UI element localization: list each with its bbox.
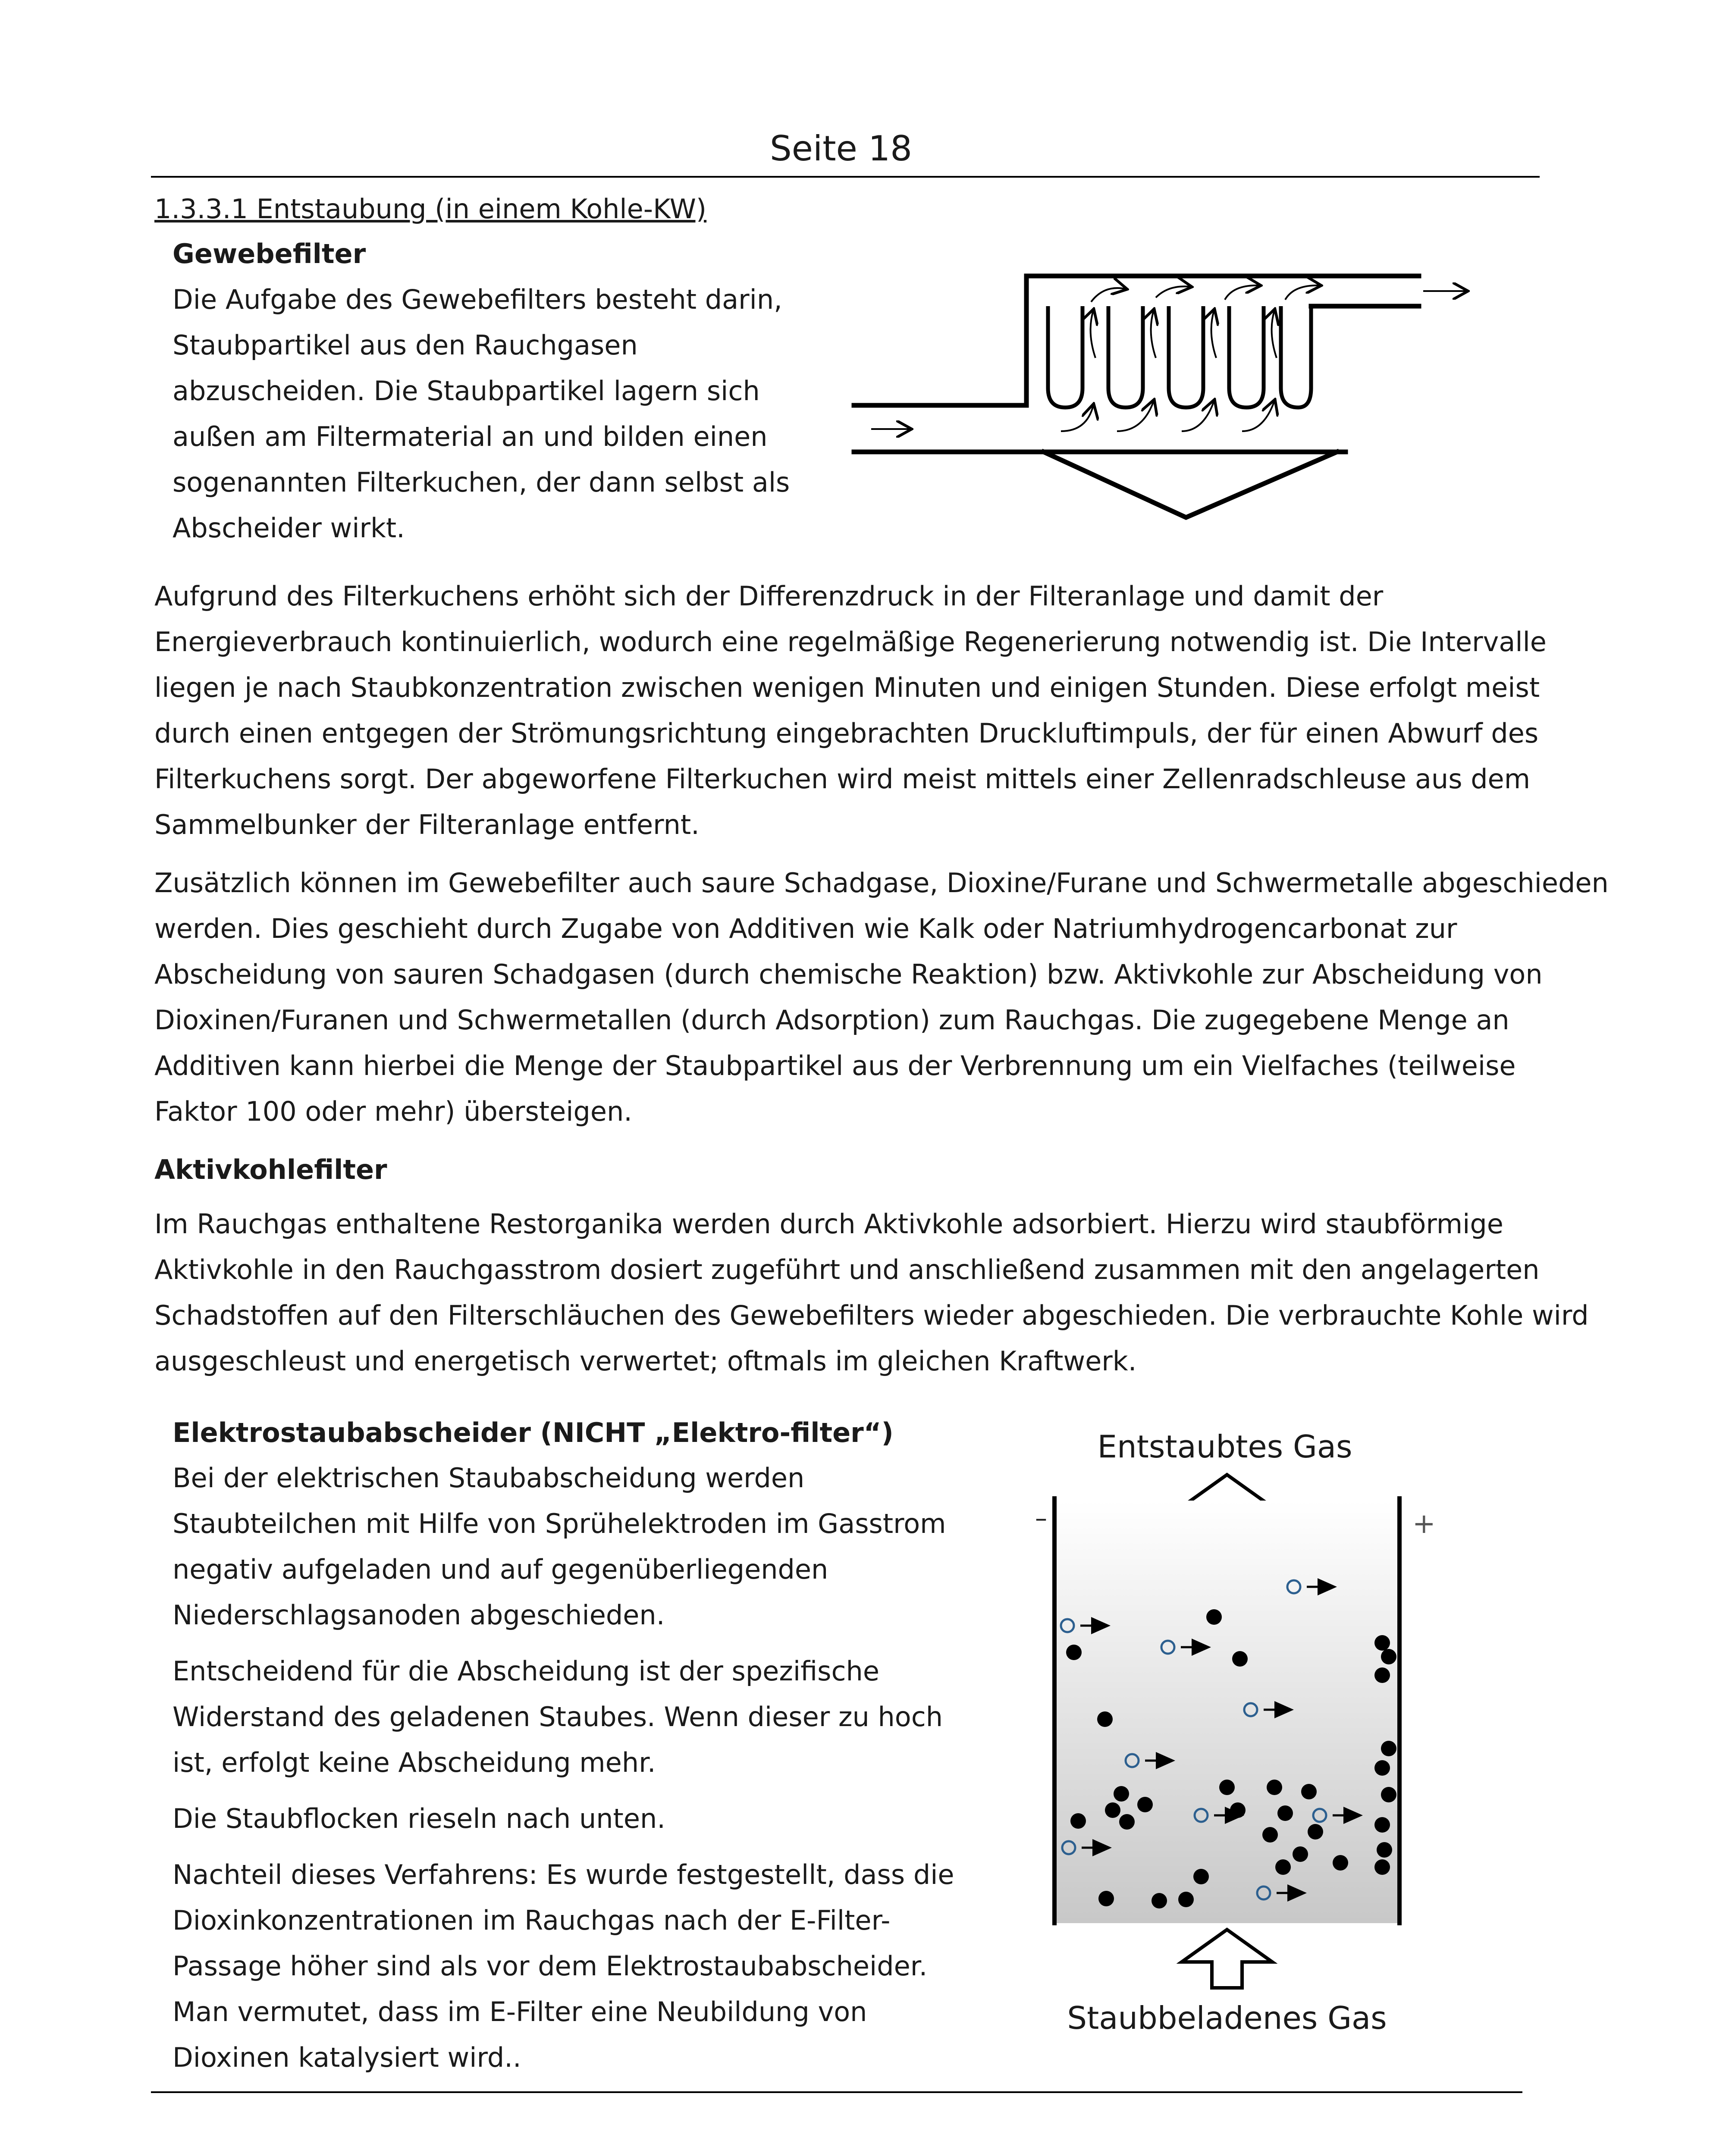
text-line: Schadstoffen auf den Filterschläuchen des Gewebefilters wieder abgeschieden. Die verbrauchte Kohle wird <box>154 1300 1589 1331</box>
text-line: Passage höher sind als vor dem Elektrostaubabscheider. <box>173 1950 928 1982</box>
page-header: Seite 18 <box>769 128 913 169</box>
elektro-diagram <box>992 1414 1466 2044</box>
text-line: Zusätzlich können im Gewebefilter auch saure Schadgase, Dioxine/Furane und Schwermetalle abgeschieden <box>154 867 1609 899</box>
text-line: Aufgrund des Filterkuchens erhöht sich der Differenzdruck in der Filteranlage und damit der <box>154 580 1384 612</box>
text-line: außen am Filtermaterial an und bilden einen <box>173 421 768 452</box>
text-line: sogenannten Filterkuchen, der dann selbst als <box>173 467 790 498</box>
text-line: werden. Dies geschieht durch Zugabe von Additiven wie Kalk oder Natriumhydrogencarbonat zur <box>154 913 1457 944</box>
text-line: Im Rauchgas enthaltene Restorganika werden durch Aktivkohle adsorbiert. Hierzu wird staubförmige <box>154 1208 1503 1240</box>
elektro-heading: Elektrostaubabscheider (NICHT „Elektro-filter“) <box>173 1417 894 1448</box>
text-line: durch einen entgegen der Strömungsrichtung eingebrachten Druckluftimpuls, der für einen Abwurf des <box>154 718 1539 749</box>
text-line: Energieverbrauch kontinuierlich, wodurch eine regelmäßige Regenerierung notwendig ist. Die Intervalle <box>154 626 1547 658</box>
gewebefilter-heading: Gewebefilter <box>173 238 366 270</box>
text-line: Dioxinkonzentrationen im Rauchgas nach der E-Filter- <box>173 1905 891 1936</box>
text-line: Bei der elektrischen Staubabscheidung werden <box>173 1462 805 1494</box>
text-line: Niederschlagsanoden abgeschieden. <box>173 1599 665 1631</box>
text-line: Aktivkohle in den Rauchgasstrom dosiert zugeführt und anschließend zusammen mit den angelagerten <box>154 1254 1540 1285</box>
text-line: Nachteil dieses Verfahrens: Es wurde festgestellt, dass die <box>173 1859 954 1890</box>
aktivkohle-paragraph <box>154 1201 1589 1384</box>
text-line: Dioxinen/Furanen und Schwermetallen (durch Adsorption) zum Rauchgas. Die zugegebene Menge an <box>154 1004 1509 1036</box>
section-title: 1.3.3.1 Entstaubung (in einem Kohle-KW) <box>154 193 707 225</box>
gewebefilter-paragraph-2 <box>154 860 1609 1134</box>
header-rule <box>151 176 1540 178</box>
top-label: Entstaubtes Gas <box>1097 1429 1352 1465</box>
plus-label: + <box>1412 1508 1436 1540</box>
text-line: ausgeschleust und energetisch verwertet; oftmals im gleichen Kraftwerk. <box>154 1345 1137 1377</box>
text-line: Sammelbunker der Filteranlage entfernt. <box>154 809 700 840</box>
text-line: Staubpartikel aus den Rauchgasen <box>173 329 638 361</box>
text-line: Faktor 100 oder mehr) übersteigen. <box>154 1096 632 1127</box>
text-line: Die Staubflocken rieseln nach unten. <box>173 1803 666 1834</box>
text-line: Man vermutet, dass im E-Filter eine Neubildung von <box>173 1996 867 2028</box>
gewebefilter-diagram <box>845 259 1484 535</box>
text-line: liegen je nach Staubkonzentration zwischen wenigen Minuten und einigen Stunden. Diese erfolgt meist <box>154 672 1540 703</box>
bottom-rule <box>151 2091 1522 2093</box>
text-line: ist, erfolgt keine Abscheidung mehr. <box>173 1747 656 1778</box>
text-line: Abscheidung von sauren Schadgasen (durch chemische Reaktion) bzw. Aktivkohle zur Abscheidung von <box>154 959 1543 990</box>
text-line: Entscheidend für die Abscheidung ist der spezifische <box>173 1655 879 1687</box>
text-line: negativ aufgeladen und auf gegenüberliegenden <box>173 1554 828 1585</box>
text-line: Dioxinen katalysiert wird.. <box>173 2042 521 2073</box>
gewebefilter-intro <box>173 277 790 551</box>
text-line: Filterkuchens sorgt. Der abgeworfene Filterkuchen wird meist mittels einer Zellenradschleuse aus dem <box>154 763 1531 795</box>
elektro-text <box>173 1455 954 2081</box>
text-line: Widerstand des geladenen Staubes. Wenn dieser zu hoch <box>173 1701 943 1733</box>
inlet-arrow-icon <box>1182 1930 1272 1988</box>
minus-label: – <box>1035 1504 1047 1532</box>
aktivkohle-heading: Aktivkohlefilter <box>154 1154 387 1185</box>
gewebefilter-paragraph-1 <box>154 573 1547 848</box>
bottom-label: Staubbeladenes Gas <box>1067 2000 1387 2036</box>
text-line: Abscheider wirkt. <box>173 512 405 544</box>
text-line: abzuscheiden. Die Staubpartikel lagern sich <box>173 375 760 407</box>
text-line: Staubteilchen mit Hilfe von Sprühelektroden im Gasstrom <box>173 1508 946 1539</box>
text-line: Additiven kann hierbei die Menge der Staubpartikel aus der Verbrennung um ein Vielfaches (teilweise <box>154 1050 1516 1081</box>
text-line: Die Aufgabe des Gewebefilters besteht darin, <box>173 284 782 315</box>
